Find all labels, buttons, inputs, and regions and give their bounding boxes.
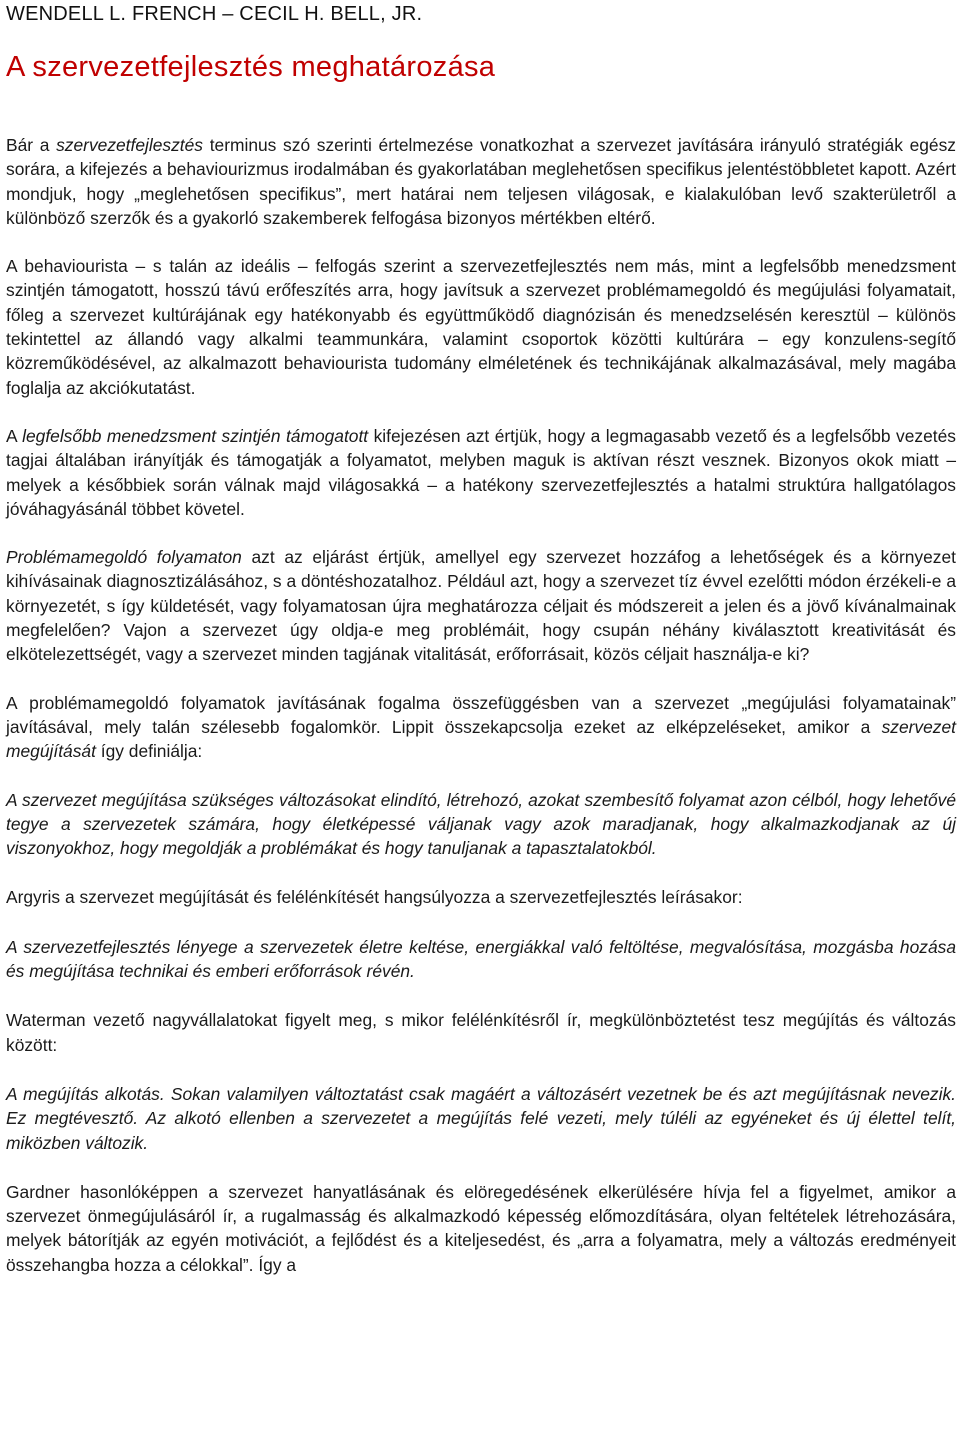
paragraph-3: A legfelsőbb menedzsment szintjén támogatott kifejezésen azt értjük, hogy a legmagasabb vezető és a legfelsőbb vezetés tagjai általában irányítják és támogatják a folyamatot, melyben maguk is aktívan részt vesznek. Bizonyos okok miatt – melyek a későbbiek során válnak majd világosakká – a hatékony szervezetfejlesztés a hatalmi struktúra hallgatólagos jóváhagyásánál többet követel. <box>6 425 956 519</box>
quote-lippit: A szervezet megújítása szükséges változásokat elindító, létrehozó, azokat szembesítő folyamat azon célból, hogy lehetővé tegye a szervezetek számára, hogy életképessé váljanak vagy azok maradjanak, hogy alkalmazkodjanak az új viszonyokhoz, hogy megoldják a problémákat és hogy tanuljanak a tapasztalatokból. <box>6 789 956 859</box>
quote-argyris: A szervezetfejlesztés lényege a szervezetek életre keltése, energiákkal való feltöltése, megvalósítása, mozgásba hozása és megújítása technikai és emberi erőforrások révén. <box>6 936 956 982</box>
quote-waterman: A megújítás alkotás. Sokan valamilyen változtatást csak magáért a változásért vezetnek be és azt megújításnak nevezik. Ez megtévesztő. Az alkotó ellenben a szervezetet a megújítás felé vezeti, mely túléli az egyéneket és új élettel telít, miközben változik. <box>6 1083 956 1153</box>
paragraph-2: A behaviourista – s talán az ideális – felfogás szerint a szervezetfejlesztés nem más, mint a legfelsőbb menedzsment szintjén támogatott, hosszú távú erőfeszítés arra, hogy javítsuk a szervezet problémamegoldó és megújulási folyamatait, főleg a szervezet kultúrájának egy hatékonyabb és együttműködő diagnózisán és menedzselésén keresztül – különös tekintettel az állandó vagy alkalmi teammunkára, valamint csoportok közötti kultúrára – egy konzulens-segítő közreműködésével, az alkalmazott behaviourista tudomány elméletének és technikájának alkalmazásával, mely magába foglalja az akciókutatást. <box>6 256 956 398</box>
paragraph-9: Waterman vezető nagyvállalatokat figyelt meg, s mikor felélénkítésről ír, megkülönböztetést tesz megújítás és változás között: <box>6 1010 956 1055</box>
emphasis-term: legfelsőbb menedzsment szintjén támogatott <box>22 425 369 446</box>
paragraph-11: Gardner hasonlóképpen a szervezet hanyatlásának és elöregedésének elkerülésére hívja fel a figyelmet, amikor a szervezet önmegújulásáról ír, a rugalmasság és alkalmazkodó képesség előmozdítására, olyan feltételek létrehozására, melyek bátorítják az egyén motivációt, a fejlődést és a kiteljesedést, és „arra a folyamatra, mely a változás eredményeit összehangba hozza a célokkal”. Így a <box>6 1181 956 1275</box>
emphasis-term: szervezet megújítását <box>6 716 956 762</box>
page-title: A szervezetfejlesztés meghatározása <box>6 51 496 83</box>
author-header: WENDELL L. FRENCH – CECIL H. BELL, JR. <box>6 3 423 25</box>
paragraph-1: Bár a szervezetfejlesztés terminus szó szerinti értelmezése vonatkozhat a szervezet javítására irányuló stratégiák egész sorára, a kifejezés a behaviourizmus irodalmában és gyakorlatában meglehetősen specifikus jelentéstöbbletet kapott. Azért mondjuk, hogy „meglehetősen specifikus”, mert határai nem teljesen világosak, e kialakulóban levő szakterületről a különböző szerzők és a gyakorló szakemberek felfogása bizonyos mértékben eltérő. <box>6 135 956 228</box>
emphasis-term: Problémamegoldó folyamaton <box>6 547 242 568</box>
document-page <box>6 0 956 1277</box>
paragraph-5: A problémamegoldó folyamatok javításának fogalma összefüggésben van a szervezet „megújulási folyamatainak” javításával, mely talán szélesebb fogalomkör. Lippit összekapcsolja ezeket az elképzeléseket, amikor a szervezet megújítását így definiálja: <box>6 692 956 762</box>
emphasis-term: szervezetfejlesztés <box>56 135 204 155</box>
paragraph-7: Argyris a szervezet megújítását és felélénkítését hangsúlyozza a szervezetfejlesztés leírásakor: <box>6 887 743 908</box>
paragraph-4: Problémamegoldó folyamaton azt az eljárást értjük, amellyel egy szervezet hozzáfog a lehetőségek és a környezet kihívásainak diagnosztizálásához, s a döntéshozatalhoz. Például azt, hogy a szervezet tíz évvel ezelőtti módon érzékeli-e a környezetét, s így küldetését, vagy folyamatosan újra meghatározza céljait és módszereit a jelen és a jövő kívánalmainak megfelelően? Vajon a szervezet úgy oldja-e meg problémáit, hogy csupán néhány kiválasztott kreativitását és elkötelezettségét, vagy a szervezet minden tagjának vitalitását, erőforrásait, közös céljait használja-e ki? <box>6 547 956 665</box>
